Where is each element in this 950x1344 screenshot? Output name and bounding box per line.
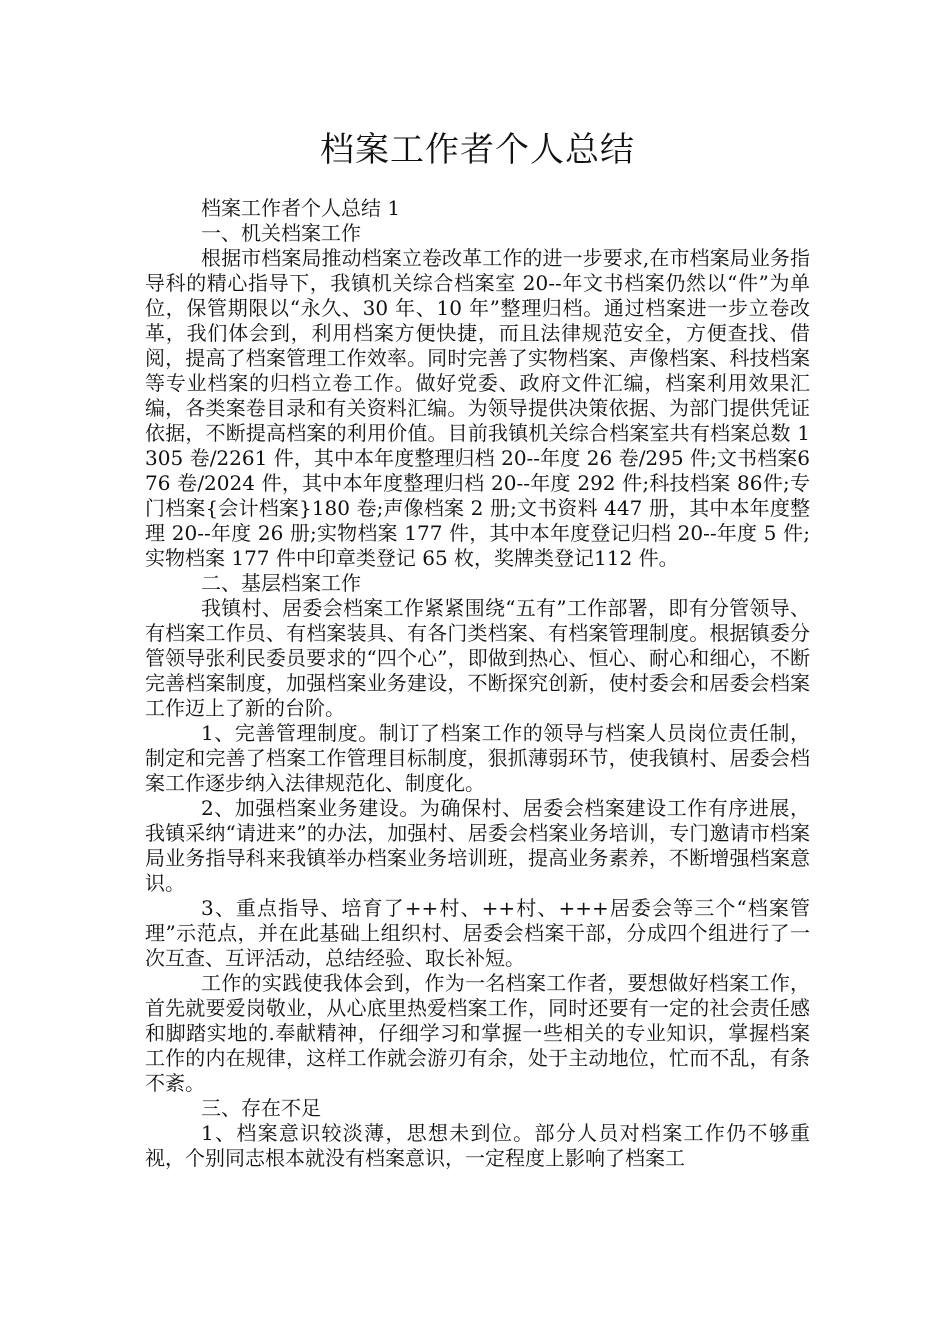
document-page (145, 120, 810, 1171)
section-2-reflection: 工作的实践使我体会到，作为一名档案工作者，要想做好档案工作，首先就要爱岗敬业，从心底里热爱档案工作，同时还要有一定的社会责任感和脚踏实地的.奉献精神，仔细学习和掌握一些相关的专业知识，掌握档案工作的内在规律，这样工作就会游刃有余，处于主动地位，忙而不乱，有条不紊。 (145, 971, 810, 1095)
section-heading-1: 一、机关档案工作 (201, 221, 361, 245)
section-2-intro: 我镇村、居委会档案工作紧紧围绕“五有”工作部署，即有分管领导、有档案工作员、有档案装具、有各门类档案、有档案管理制度。根据镇委分管领导张利民委员要求的“四个心”，即做到热心、恒心、耐心和细心，不断完善档案制度，加强档案业务建设，不断探究创新，使村委会和居委会档案工作迈上了新的台阶。 (145, 596, 810, 720)
section-2-item-2: 2、加强档案业务建设。为确保村、居委会档案建设工作有序进展，我镇采纳“请进来”的办法，加强村、居委会档案业务培训，专门邀请市档案局业务指导科来我镇举办档案业务培训班，提高业务素养，不断增强档案意识。 (145, 796, 810, 895)
section-3-item-1: 1、档案意识较淡薄，思想未到位。部分人员对档案工作仍不够重视，个别同志根本就没有档案意识，一定程度上影响了档案工 (145, 1121, 810, 1170)
section-2-item-1: 1、完善管理制度。制订了档案工作的领导与档案人员岗位责任制，制定和完善了档案工作管理目标制度，狠抓薄弱环节，使我镇村、居委会档案工作逐步纳入法律规范化、制度化。 (145, 721, 810, 795)
section-2-item-3: 3、重点指导、培育了++村、++村、+++居委会等三个“档案管理”示范点，并在此基础上组织村、居委会档案干部，分成四个组进行了一次互查、互评活动，总结经验、取长补短。 (145, 896, 810, 970)
section-1-paragraph: 根据市档案局推动档案立卷改革工作的进一步要求,在市档案局业务指导科的精心指导下，我镇机关综合档案室 20--年文书档案仍然以“件”为单位，保管期限以“永久、30 年、10 年”整理归档。通过档案进一步立卷改革，我们体会到，利用档案方便快捷，而且法律规范安全，方便查找、借阅，提高了档案管理工作效率。同时完善了实物档案、声像档案、科技档案等专业档案的归档立卷工作。做好党委、政府文件汇编，档案利用效果汇编，各类案卷目录和有关资料汇编。为领导提供决策依据、为部门提供凭证依据，不断提高档案的利用价值。目前我镇机关综合档案室共有档案总数 1305 卷/2261 件，其中本年度整理归档 20--年度 26 卷/295 件;文书档案676 卷/2024 件，其中本年度整理归档 20--年度 292 件;科技档案 86件;专门档案{会计档案}180 卷;声像档案 2 册;文书资料 447 册，其中本年度整理 20--年度 26 册;实物档案 177 件，其中本年度登记归档 20--年度 5 件;实物档案 177 件中印章类登记 65 枚，奖牌类登记112 件。 (145, 246, 810, 570)
document-title: 档案工作者个人总结 (320, 130, 635, 170)
section-heading-2: 二、基层档案工作 (201, 571, 361, 595)
section-heading-3: 三、存在不足 (201, 1096, 321, 1120)
document-subtitle: 档案工作者个人总结 1 (201, 196, 401, 220)
